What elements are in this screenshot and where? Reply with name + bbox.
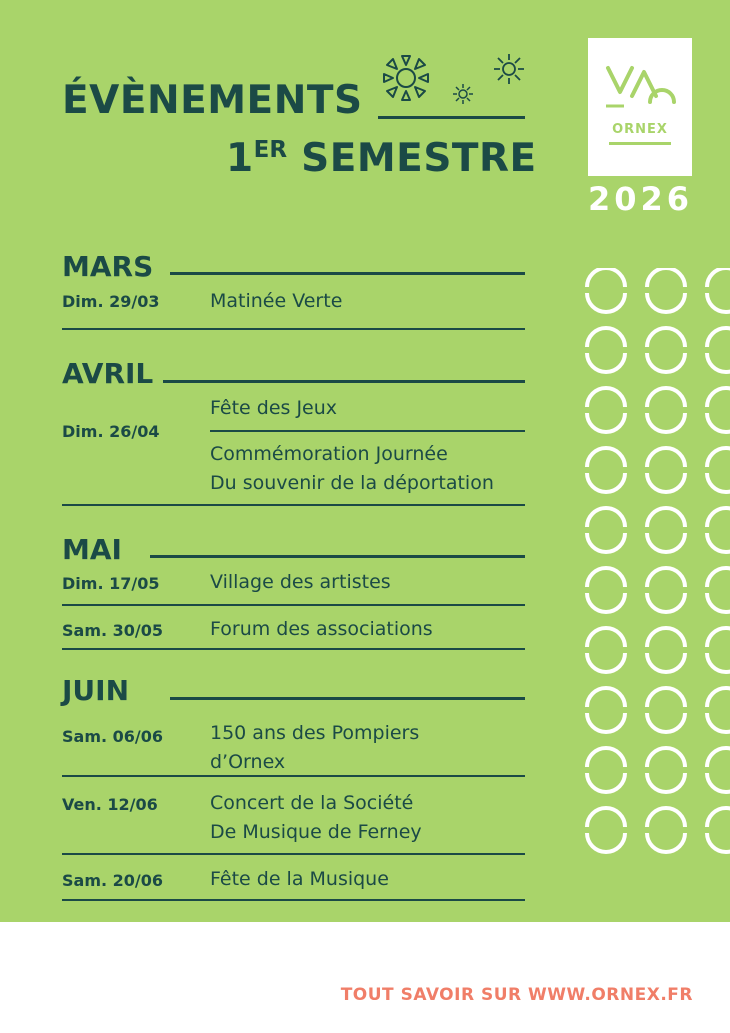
ring-icon: [587, 808, 625, 852]
month-heading: MARS: [62, 250, 154, 283]
ring-icon: [587, 388, 625, 432]
event-date: Dim. 29/03: [62, 292, 160, 311]
row-divider: [62, 504, 525, 506]
ring-icon: [707, 508, 730, 552]
logo-mark-icon: [602, 62, 678, 122]
event-title: Forum des associations: [210, 618, 433, 640]
month-rule: [150, 555, 525, 558]
event-title: d’Ornex: [210, 751, 286, 773]
title-number: 1: [226, 136, 254, 181]
title-superscript: ER: [253, 137, 288, 163]
logo-rule: [609, 142, 671, 145]
ring-icon: [587, 328, 625, 372]
ring-icon: [647, 628, 685, 672]
ring-icon: [707, 688, 730, 732]
rings-pattern: [584, 268, 730, 868]
ring-icon: [707, 388, 730, 432]
ring-icon: [647, 568, 685, 612]
event-title: Matinée Verte: [210, 290, 343, 312]
ring-icon: [587, 628, 625, 672]
ring-icon: [647, 748, 685, 792]
month-heading: AVRIL: [62, 357, 154, 390]
ring-icon: [587, 748, 625, 792]
month-heading: MAI: [62, 533, 122, 566]
event-title: 150 ans des Pompiers: [210, 722, 420, 744]
event-title: Village des artistes: [210, 571, 391, 593]
title-line-1: ÉVÈNEMENTS: [62, 78, 363, 123]
ornex-logo: [588, 38, 692, 176]
event-title: Fête des Jeux: [210, 397, 338, 419]
event-date: Sam. 06/06: [62, 727, 164, 746]
row-divider: [62, 899, 525, 901]
ring-icon: [707, 268, 730, 312]
title-rule: [378, 116, 525, 119]
ring-icon: [707, 748, 730, 792]
event-date: Dim. 17/05: [62, 574, 160, 593]
row-divider: [210, 430, 525, 432]
footer-link-text: TOUT SAVOIR SUR WWW.ORNEX.FR: [340, 985, 693, 1005]
month-rule: [170, 697, 525, 700]
ring-icon: [647, 448, 685, 492]
ring-icon: [647, 388, 685, 432]
title-line-2: [226, 136, 537, 187]
ring-icon: [647, 808, 685, 852]
logo-text: ORNEX: [612, 122, 668, 137]
ring-icon: [647, 268, 685, 312]
event-date: Dim. 26/04: [62, 422, 160, 441]
event-title: Commémoration Journée: [210, 443, 448, 465]
ring-icon: [587, 268, 625, 312]
suns-decoration: [375, 50, 530, 110]
sun-icon: [453, 84, 473, 104]
month-rule: [170, 272, 525, 275]
event-title: De Musique de Ferney: [210, 821, 422, 843]
title-semester: SEMESTRE: [287, 136, 537, 181]
row-divider: [62, 648, 525, 650]
event-title: Fête de la Musique: [210, 868, 389, 890]
event-date: Sam. 20/06: [62, 871, 164, 890]
row-divider: [62, 328, 525, 330]
ring-icon: [707, 568, 730, 612]
ring-icon: [587, 688, 625, 732]
month-rule: [163, 380, 525, 383]
row-divider: [62, 604, 525, 606]
sun-icon: [494, 54, 524, 84]
event-date: Ven. 12/06: [62, 795, 158, 814]
ring-icon: [647, 328, 685, 372]
event-date: Sam. 30/05: [62, 621, 164, 640]
ring-icon: [587, 448, 625, 492]
month-heading: JUIN: [62, 674, 130, 707]
ring-icon: [587, 508, 625, 552]
ring-icon: [647, 688, 685, 732]
ring-icon: [707, 808, 730, 852]
ring-icon: [707, 448, 730, 492]
ring-icon: [707, 328, 730, 372]
ring-icon: [707, 628, 730, 672]
row-divider: [62, 775, 525, 777]
ring-icon: [587, 568, 625, 612]
ring-icon: [647, 508, 685, 552]
year-label: 2026: [588, 180, 694, 218]
sun-icon: [384, 56, 428, 100]
event-title: Concert de la Société: [210, 792, 414, 814]
row-divider: [62, 853, 525, 855]
event-title: Du souvenir de la déportation: [210, 472, 494, 494]
